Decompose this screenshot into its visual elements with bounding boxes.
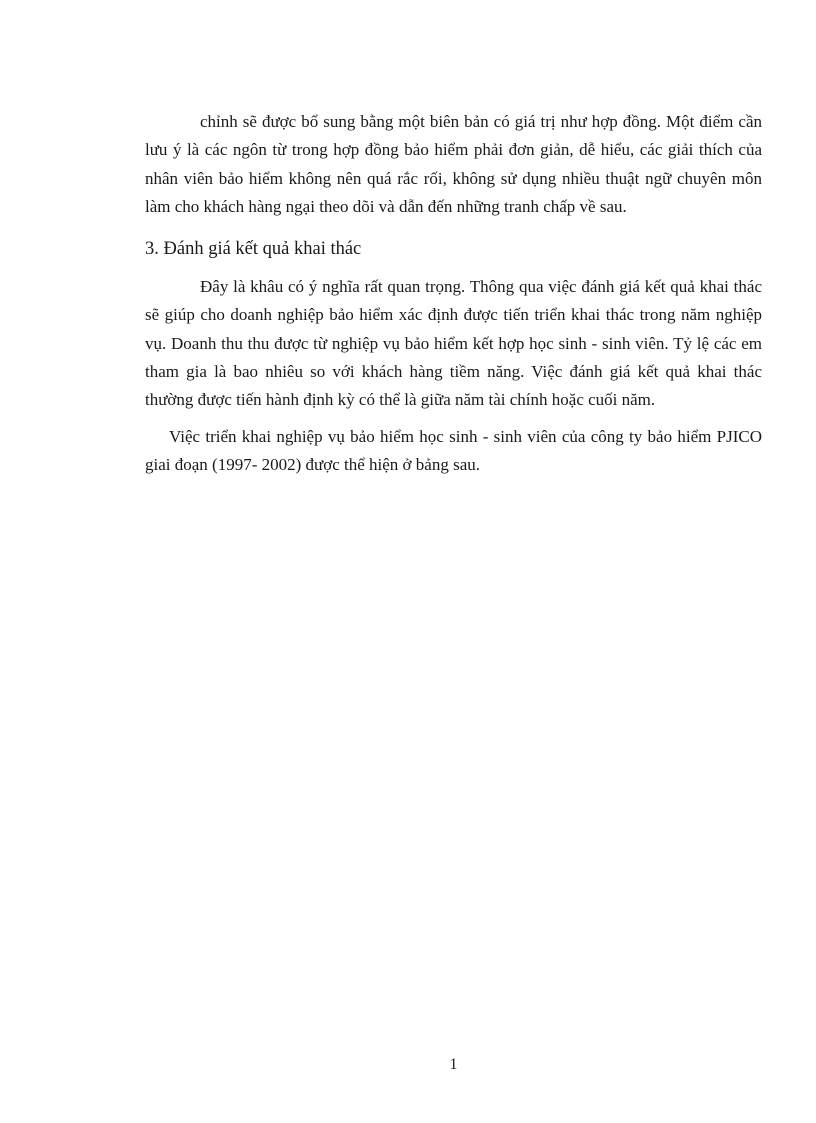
section-heading: 3. Đánh giá kết quả khai thác [145, 239, 362, 260]
body-paragraph-continuation: chỉnh sẽ được bổ sung bằng một biên bản có giá trị như hợp đồng. Một điểm cần lưu ý là các ngôn từ trong hợp đồng bảo hiểm phải đơn giản, dễ hiểu, các giải thích của nhân viên bảo hiểm không nên quá rắc rối, không sử dụng nhiều thuật ngữ chuyên môn làm cho khách hàng ngại theo dõi và dẫn đến những tranh chấp về sau. [145, 112, 762, 216]
page-number: 1 [449, 1056, 458, 1073]
body-paragraph-pjico: Việc triển khai nghiệp vụ bảo hiểm học sinh - sinh viên của công ty bảo hiểm PJICO giai đoạn (1997- 2002) được thể hiện ở bảng sau. [145, 426, 762, 474]
body-paragraph-evaluation: Đây là khâu có ý nghĩa rất quan trọng. Thông qua việc đánh giá kết quả khai thác sẽ giúp cho doanh nghiệp bảo hiểm xác định được tiến triển khai thác trong năm nghiệp vụ. Doanh thu thu được từ nghiệp vụ bảo hiểm kết hợp học sinh - sinh viên. Tỷ lệ các em tham gia là bao nhiêu so với khách hàng tiềm năng. Việc đánh giá kết quả khai thác thường được tiến hành định kỳ có thể là giữa năm tài chính hoặc cuối năm. [145, 277, 762, 410]
